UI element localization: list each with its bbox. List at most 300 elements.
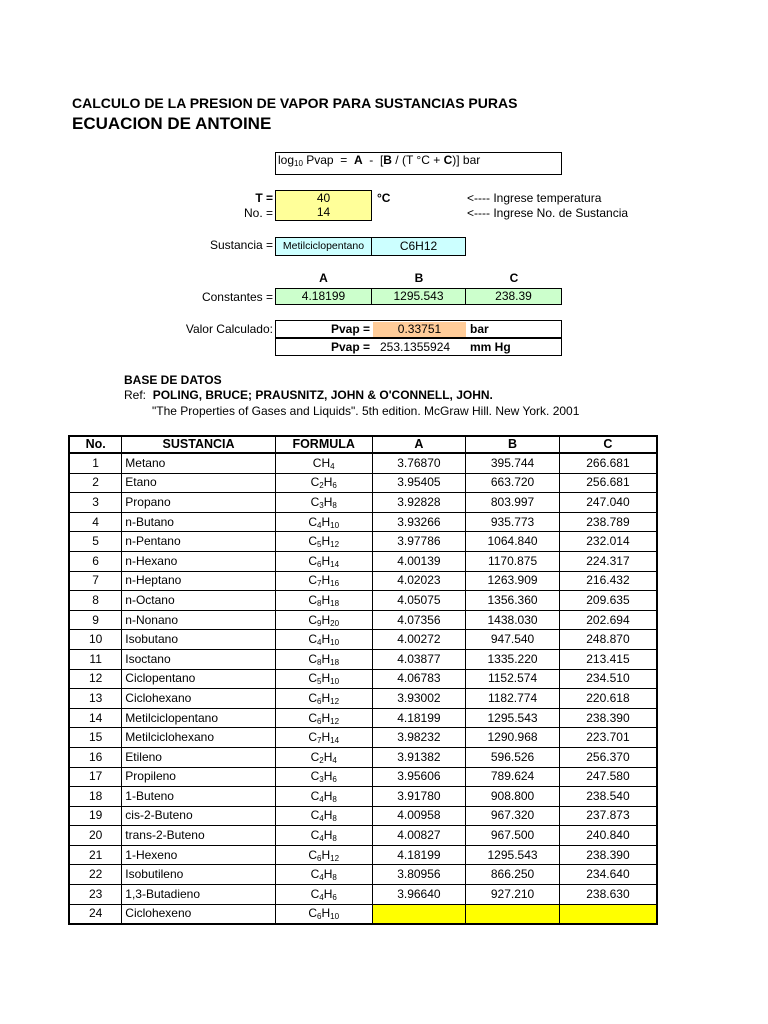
table-row — [69, 649, 657, 669]
formula-element: C — [308, 710, 318, 725]
formula-subscript: 8 — [317, 657, 322, 667]
formula-element: H — [323, 769, 333, 784]
cell-b: 1182.774 — [466, 689, 560, 709]
cell-b: 967.500 — [466, 826, 560, 846]
equation-a: A — [353, 153, 363, 167]
cell-a: 3.80956 — [372, 865, 466, 885]
cell-no: 3 — [69, 493, 122, 513]
formula-element: H — [321, 651, 331, 666]
cell-c: 223.701 — [559, 728, 657, 748]
header-a: A — [372, 436, 466, 453]
calculated-divider — [275, 337, 562, 339]
cell-c: 220.618 — [559, 689, 657, 709]
formula-element: C — [310, 808, 320, 823]
ref-authors: POLING, BRUCE; PRAUSNITZ, JOHN & O'CONNELL, JOHN. — [152, 388, 493, 402]
cell-a: 3.95405 — [372, 473, 466, 493]
formula-subscript: 4 — [332, 755, 337, 765]
cell-substance: Metilciclohexano — [122, 728, 276, 748]
table-row — [69, 689, 657, 709]
cell-c: 234.640 — [559, 865, 657, 885]
cell-c: 224.317 — [559, 551, 657, 571]
calculated-label: Valor Calculado: — [185, 322, 273, 336]
cell-formula — [275, 649, 372, 669]
cell-no: 7 — [69, 571, 122, 591]
formula-subscript: 3 — [319, 775, 324, 785]
cell-c: 247.580 — [559, 767, 657, 787]
cell-formula — [275, 551, 372, 571]
table-row — [69, 747, 657, 767]
cell-b: 1295.543 — [466, 708, 560, 728]
header-b: B — [466, 436, 560, 453]
formula-subscript: 6 — [317, 853, 322, 863]
formula-subscript: 20 — [330, 618, 340, 628]
cell-no: 20 — [69, 826, 122, 846]
formula-element: C — [308, 592, 318, 607]
cell-c: 266.681 — [559, 453, 657, 473]
cell-c: 238.630 — [559, 885, 657, 905]
cell-substance: Ciclohexano — [122, 689, 276, 709]
substance-name: Metilciclopentano — [275, 237, 372, 256]
cell-c: 256.370 — [559, 747, 657, 767]
cell-b: 967.320 — [466, 806, 560, 826]
equation-c: C — [443, 153, 453, 167]
cell-c: 248.870 — [559, 630, 657, 650]
formula-subscript: 8 — [317, 598, 322, 608]
equation-log: log — [278, 153, 295, 167]
cell-no: 2 — [69, 473, 122, 493]
formula-subscript: 14 — [330, 559, 340, 569]
cell-b: 1263.909 — [466, 571, 560, 591]
cell-a: 3.95606 — [372, 767, 466, 787]
cell-c: 232.014 — [559, 532, 657, 552]
table-row — [69, 767, 657, 787]
cell-a: 4.00139 — [372, 551, 466, 571]
constant-c-value: 238.39 — [466, 288, 562, 305]
constant-c-header: C — [509, 271, 519, 285]
cell-a: 3.92828 — [372, 493, 466, 513]
cell-no: 5 — [69, 532, 122, 552]
formula-element: H — [323, 886, 333, 901]
equation-log-base: 10 — [294, 159, 303, 168]
cell-no: 16 — [69, 747, 122, 767]
cell-a: 4.00958 — [372, 806, 466, 826]
cell-b: 1290.968 — [466, 728, 560, 748]
temperature-input[interactable]: 40 — [275, 190, 372, 206]
cell-formula — [275, 885, 372, 905]
formula-subscript: 4 — [319, 814, 324, 824]
header-no: No. — [69, 436, 122, 453]
formula-subscript: 16 — [330, 579, 340, 589]
equation-b: B — [383, 153, 392, 167]
cell-c: 238.540 — [559, 787, 657, 807]
cell-substance: trans-2-Buteno — [122, 826, 276, 846]
database-ref — [124, 388, 493, 402]
formula-element: C — [308, 906, 318, 921]
formula-subscript: 12 — [330, 696, 340, 706]
cell-formula — [275, 571, 372, 591]
formula-subscript: 4 — [319, 873, 324, 883]
cell-c: 256.681 — [559, 473, 657, 493]
cell-b: 1356.360 — [466, 591, 560, 611]
cell-c: 238.390 — [559, 845, 657, 865]
formula-subscript: 12 — [330, 540, 340, 550]
formula-subscript: 10 — [330, 677, 340, 687]
table-row — [69, 512, 657, 532]
formula-element: H — [323, 828, 333, 843]
cell-substance: Etano — [122, 473, 276, 493]
formula-element: C — [310, 769, 320, 784]
formula-subscript: 3 — [319, 500, 324, 510]
substance-number-input[interactable]: 14 — [275, 205, 372, 221]
cell-c: 213.415 — [559, 649, 657, 669]
cell-substance: Metilciclopentano — [122, 708, 276, 728]
cell-b — [466, 904, 560, 924]
cell-no: 1 — [69, 453, 122, 473]
cell-b: 866.250 — [466, 865, 560, 885]
cell-substance: Etileno — [122, 747, 276, 767]
cell-formula — [275, 845, 372, 865]
temperature-label: T = — [255, 191, 273, 205]
cell-a: 4.00827 — [372, 826, 466, 846]
formula-subscript: 4 — [319, 794, 324, 804]
cell-b: 596.526 — [466, 747, 560, 767]
formula-subscript: 6 — [332, 892, 337, 902]
formula-subscript: 4 — [330, 461, 335, 471]
cell-b: 803.997 — [466, 493, 560, 513]
cell-b: 908.800 — [466, 787, 560, 807]
cell-b: 1438.030 — [466, 610, 560, 630]
table-row — [69, 493, 657, 513]
cell-a: 3.97786 — [372, 532, 466, 552]
table-row — [69, 473, 657, 493]
cell-a: 4.18199 — [372, 708, 466, 728]
table-row — [69, 708, 657, 728]
formula-element: C — [310, 749, 320, 764]
cell-a: 4.03877 — [372, 649, 466, 669]
cell-substance: n-Octano — [122, 591, 276, 611]
constant-b-value: 1295.543 — [372, 288, 466, 305]
formula-subscript: 12 — [330, 853, 340, 863]
equation-pvap: Pvap = — [302, 153, 354, 167]
cell-c: 238.789 — [559, 512, 657, 532]
substance-formula: C6H12 — [372, 237, 466, 256]
formula-subscript: 18 — [330, 657, 340, 667]
formula-subscript: 10 — [330, 520, 340, 530]
cell-a: 3.91780 — [372, 787, 466, 807]
temperature-hint: <---- Ingrese temperatura — [467, 191, 602, 205]
table-row — [69, 806, 657, 826]
cell-substance: cis-2-Buteno — [122, 806, 276, 826]
formula-element: H — [321, 612, 331, 627]
cell-no: 4 — [69, 512, 122, 532]
formula-subscript: 8 — [332, 873, 337, 883]
cell-no: 22 — [69, 865, 122, 885]
formula-element: C — [308, 612, 318, 627]
formula-subscript: 10 — [330, 638, 340, 648]
formula-element: H — [321, 671, 331, 686]
pvap-bar-unit: bar — [470, 322, 489, 336]
table-row — [69, 532, 657, 552]
cell-no: 9 — [69, 610, 122, 630]
pvap-mmhg-unit: mm Hg — [470, 340, 511, 354]
formula-element: C — [308, 573, 318, 588]
cell-no: 12 — [69, 669, 122, 689]
header-c: C — [559, 436, 657, 453]
cell-c: 238.390 — [559, 708, 657, 728]
cell-no: 6 — [69, 551, 122, 571]
cell-substance: 1-Buteno — [122, 787, 276, 807]
formula-element: H — [323, 749, 333, 764]
cell-a: 3.98232 — [372, 728, 466, 748]
formula-subscript: 4 — [319, 834, 324, 844]
formula-subscript: 10 — [330, 912, 340, 922]
formula-element: H — [321, 690, 331, 705]
cell-no: 10 — [69, 630, 122, 650]
formula-element: C — [310, 788, 320, 803]
formula-element: C — [308, 730, 318, 745]
formula-subscript: 6 — [317, 912, 322, 922]
substance-number-label: No. = — [243, 206, 273, 220]
formula-subscript: 6 — [332, 775, 337, 785]
formula-subscript: 14 — [330, 736, 340, 746]
formula-element: H — [321, 730, 331, 745]
formula-subscript: 5 — [317, 677, 322, 687]
cell-substance: n-Nonano — [122, 610, 276, 630]
formula-subscript: 18 — [330, 598, 340, 608]
cell-a: 3.93266 — [372, 512, 466, 532]
table-row — [69, 571, 657, 591]
formula-element: H — [321, 592, 331, 607]
database-title: BASE DE DATOS — [124, 373, 222, 387]
formula-element: C — [310, 494, 320, 509]
cell-formula — [275, 767, 372, 787]
table-row — [69, 630, 657, 650]
cell-formula — [275, 806, 372, 826]
pvap-mmhg-value: 253.1355924 — [380, 340, 451, 354]
page-subtitle: ECUACION DE ANTOINE — [72, 114, 272, 133]
formula-element: C — [310, 867, 320, 882]
cell-formula — [275, 865, 372, 885]
cell-a: 3.93002 — [372, 689, 466, 709]
cell-b: 395.744 — [466, 453, 560, 473]
table-row — [69, 826, 657, 846]
cell-substance: n-Butano — [122, 512, 276, 532]
formula-element: H — [321, 573, 331, 588]
formula-element: H — [321, 710, 331, 725]
cell-no: 23 — [69, 885, 122, 905]
cell-a: 4.07356 — [372, 610, 466, 630]
cell-c: 247.040 — [559, 493, 657, 513]
cell-formula — [275, 493, 372, 513]
cell-substance: Isoctano — [122, 649, 276, 669]
cell-no: 14 — [69, 708, 122, 728]
table-header-row — [69, 436, 657, 453]
cell-c: 237.873 — [559, 806, 657, 826]
formula-element: H — [323, 494, 333, 509]
cell-formula — [275, 512, 372, 532]
formula-element: C — [308, 690, 318, 705]
formula-element: H — [321, 847, 331, 862]
cell-c — [559, 904, 657, 924]
table-row — [69, 845, 657, 865]
cell-b: 1152.574 — [466, 669, 560, 689]
formula-subscript: 4 — [317, 638, 322, 648]
cell-b: 927.210 — [466, 885, 560, 905]
cell-formula — [275, 689, 372, 709]
formula-element: C — [312, 455, 322, 470]
formula-subscript: 7 — [317, 579, 322, 589]
constant-a-header: A — [319, 271, 328, 285]
pvap-mmhg-label: Pvap = — [330, 340, 370, 354]
cell-b: 1295.543 — [466, 845, 560, 865]
formula-subscript: 5 — [317, 540, 322, 550]
table-row — [69, 885, 657, 905]
constants-label: Constantes = — [201, 290, 273, 304]
cell-a: 3.76870 — [372, 453, 466, 473]
formula-subscript: 9 — [317, 618, 322, 628]
table-row — [69, 904, 657, 924]
formula-subscript: 8 — [332, 500, 337, 510]
cell-a — [372, 904, 466, 924]
constant-a-value: 4.18199 — [275, 288, 372, 305]
substance-table — [68, 435, 658, 925]
cell-b: 663.720 — [466, 473, 560, 493]
cell-b: 1064.840 — [466, 532, 560, 552]
cell-substance: n-Heptano — [122, 571, 276, 591]
table-row — [69, 453, 657, 473]
formula-element: C — [308, 514, 318, 529]
cell-substance: Isobutano — [122, 630, 276, 650]
formula-subscript: 6 — [317, 696, 322, 706]
formula-element: C — [308, 651, 318, 666]
cell-b: 947.540 — [466, 630, 560, 650]
formula-element: C — [308, 534, 318, 549]
formula-subscript: 2 — [319, 481, 324, 491]
equation-mid: / (T °C + — [391, 153, 444, 167]
cell-substance: Metano — [122, 453, 276, 473]
cell-formula — [275, 904, 372, 924]
ref-label: Ref: — [124, 388, 147, 402]
cell-no: 17 — [69, 767, 122, 787]
cell-substance: Propano — [122, 493, 276, 513]
cell-c: 209.635 — [559, 591, 657, 611]
table-row — [69, 610, 657, 630]
cell-no: 21 — [69, 845, 122, 865]
formula-element: H — [323, 475, 333, 490]
cell-substance: n-Hexano — [122, 551, 276, 571]
cell-no: 24 — [69, 904, 122, 924]
formula-element: H — [323, 788, 333, 803]
cell-substance: 1-Hexeno — [122, 845, 276, 865]
formula-element: C — [310, 828, 320, 843]
cell-a: 4.18199 — [372, 845, 466, 865]
formula-element: H — [321, 534, 331, 549]
table-row — [69, 787, 657, 807]
table-row — [69, 551, 657, 571]
formula-element: H — [323, 867, 333, 882]
cell-a: 4.06783 — [372, 669, 466, 689]
ref-book: "The Properties of Gases and Liquids". 5th edition. McGraw Hill. New York. 2001 — [152, 404, 580, 418]
cell-formula — [275, 747, 372, 767]
formula-element: C — [308, 632, 318, 647]
cell-a: 4.05075 — [372, 591, 466, 611]
pvap-bar-value: 0.33751 — [373, 322, 466, 337]
equation-end: )] bar — [452, 153, 481, 167]
table-row — [69, 865, 657, 885]
cell-substance: Isobutileno — [122, 865, 276, 885]
substance-label: Sustancia = — [209, 238, 273, 252]
formula-subscript: 4 — [317, 520, 322, 530]
cell-formula — [275, 787, 372, 807]
cell-formula — [275, 728, 372, 748]
cell-substance: Propileno — [122, 767, 276, 787]
header-substance: SUSTANCIA — [122, 436, 276, 453]
cell-formula — [275, 453, 372, 473]
formula-element: H — [321, 906, 331, 921]
formula-element: H — [321, 455, 331, 470]
formula-subscript: 8 — [332, 834, 337, 844]
cell-substance: Ciclopentano — [122, 669, 276, 689]
formula-subscript: 8 — [332, 814, 337, 824]
formula-element: H — [321, 514, 331, 529]
formula-element: H — [321, 632, 331, 647]
formula-subscript: 6 — [317, 716, 322, 726]
cell-no: 13 — [69, 689, 122, 709]
cell-formula — [275, 610, 372, 630]
cell-substance: n-Pentano — [122, 532, 276, 552]
cell-c: 234.510 — [559, 669, 657, 689]
formula-subscript: 2 — [319, 755, 324, 765]
equation-text — [278, 153, 480, 167]
header-formula: FORMULA — [275, 436, 372, 453]
formula-element: C — [308, 847, 318, 862]
cell-b: 935.773 — [466, 512, 560, 532]
cell-formula — [275, 532, 372, 552]
formula-subscript: 7 — [317, 736, 322, 746]
pvap-bar-label: Pvap = — [330, 322, 370, 336]
cell-no: 8 — [69, 591, 122, 611]
cell-substance: Ciclohexeno — [122, 904, 276, 924]
constant-b-header: B — [414, 271, 424, 285]
cell-c: 216.432 — [559, 571, 657, 591]
table-row — [69, 591, 657, 611]
cell-no: 18 — [69, 787, 122, 807]
cell-formula — [275, 669, 372, 689]
cell-c: 240.840 — [559, 826, 657, 846]
formula-subscript: 6 — [332, 481, 337, 491]
formula-element: H — [321, 553, 331, 568]
cell-a: 4.02023 — [372, 571, 466, 591]
formula-element: C — [310, 886, 320, 901]
cell-formula — [275, 630, 372, 650]
formula-subscript: 4 — [319, 892, 324, 902]
cell-no: 19 — [69, 806, 122, 826]
cell-formula — [275, 708, 372, 728]
cell-c: 202.694 — [559, 610, 657, 630]
substance-number-hint: <---- Ingrese No. de Sustancia — [467, 206, 629, 220]
formula-element: C — [310, 475, 320, 490]
cell-formula — [275, 591, 372, 611]
table-row — [69, 669, 657, 689]
cell-substance: 1,3-Butadieno — [122, 885, 276, 905]
equation-minus: - [ — [362, 153, 384, 167]
cell-b: 1170.875 — [466, 551, 560, 571]
cell-a: 4.00272 — [372, 630, 466, 650]
formula-element: C — [308, 553, 318, 568]
temperature-unit: °C — [377, 191, 391, 205]
cell-a: 3.96640 — [372, 885, 466, 905]
cell-b: 789.624 — [466, 767, 560, 787]
